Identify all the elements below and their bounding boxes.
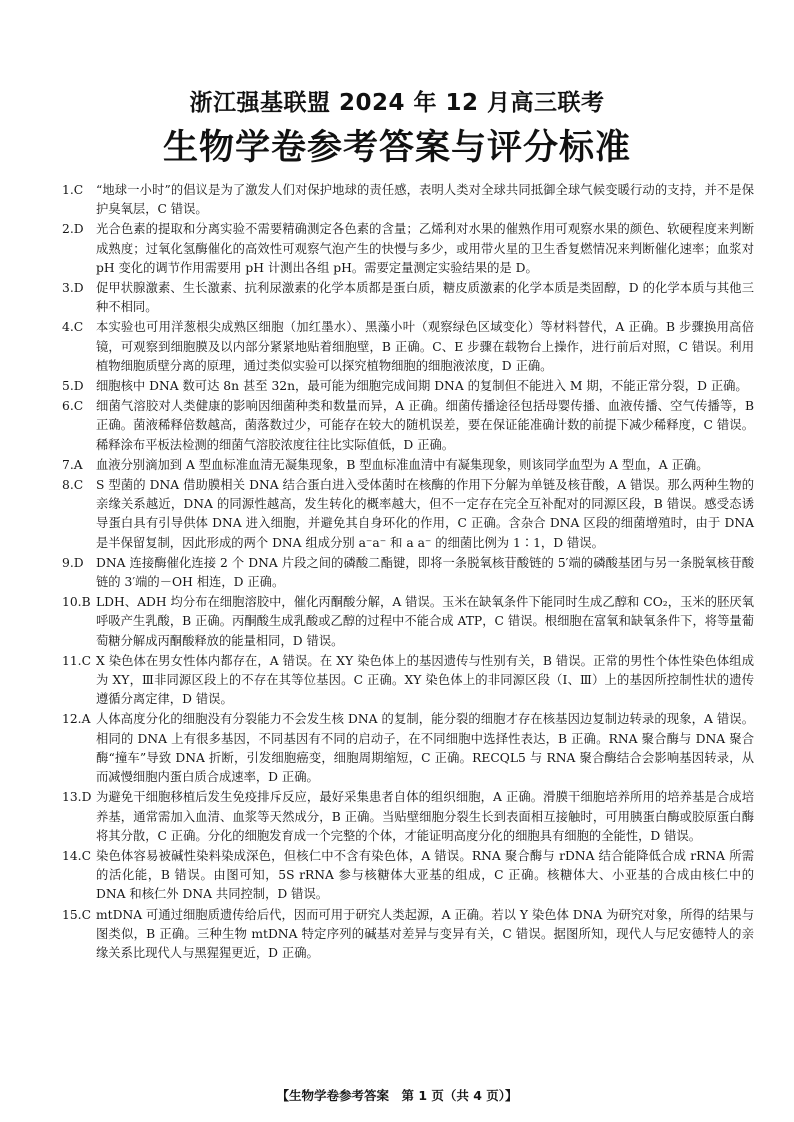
item-explanation: mtDNA 可通过细胞质遗传给后代，因而可用于研究人类起源，A 正确。若以 Y 染色体 DNA 为研究对象，所得的结果与图类似，B 正确。三种生物 mtDNA 特定序列的碱基对差异与变异有关，C 错误。据图所知，现代人与尼安德特人的亲缘关系比现代人与黑猩猩更近，D 正确。 — [96, 907, 754, 960]
answer-item-14 — [62, 847, 754, 905]
document-title: 生物学卷参考答案与评分标准 — [162, 127, 631, 168]
item-number: 9.D — [62, 555, 84, 570]
item-number: 2.D — [62, 222, 84, 237]
answer-item-6 — [62, 397, 754, 455]
item-explanation: X 染色体在男女性体内都存在，A 错误。在 XY 染色体上的基因遗传与性别有关，B 错误。正常的男性个体性染色体组成为 XY，Ⅲ非同源区段上的不存在其等位基因。C 正确。XY 染色体上的非同源区段（Ⅰ、Ⅲ）上的基因所控制性状的遗传遵循分离定律，D 错误。 — [96, 653, 754, 707]
item-number: 4.C — [62, 320, 84, 335]
answer-item-11 — [62, 652, 754, 710]
answer-item-1 — [62, 181, 754, 219]
exam-title: 浙江强基联盟 2024 年 12 月高三联考 — [189, 90, 605, 116]
answer-item-9 — [62, 554, 754, 592]
item-explanation: DNA 连接酶催化连接 2 个 DNA 片段之间的磷酸二酯键，即将一条脱氧核苷酸链的 5′端的磷酸基团与另一条脱氧核苷酸链的 3′端的－OH 相连，D 正确。 — [96, 555, 754, 590]
item-number: 10.B — [62, 595, 91, 610]
item-number: 1.C — [62, 183, 84, 197]
item-explanation: 血液分别滴加到 A 型血标准血清无凝集现象，B 型血标准血清中有凝集现象，则该同学血型为 A 型血，A 正确。 — [96, 457, 709, 472]
answer-item-7 — [62, 456, 754, 475]
item-explanation: 细菌气溶胶对人类健康的影响因细菌种类和数量而异，A 正确。细菌传播途径包括母婴传播、血液传播、空气传播等，B 正确。菌液稀释倍数越高，菌落数过少，可能存在较大的随机误差，要在保证能准确计数的前提下减少稀释度，C 错误。稀释涂布平板法检测的细菌气溶胶浓度往往比实际值低，D 正确。 — [96, 399, 754, 452]
item-number: 15.C — [62, 907, 91, 922]
answer-item-10 — [62, 593, 754, 651]
item-number: 11.C — [62, 653, 91, 668]
item-explanation: 人体高度分化的细胞没有分裂能力不会发生核 DNA 的复制，能分裂的细胞才存在核基因边复制边转录的现象，A 错误。相同的 DNA 上有很多基因，不同基因有不同的启动子，在不同细胞中选择性表达，B 正确。RNA 聚合酶与 DNA 聚合酶“撞车”导致 DNA 折断，引发细胞癌变，细胞周期缩短，C 正确。RECQL5 与 RNA 聚合酶结合会影响基因转录，从而减慢细胞内蛋白质合成速率，D 正确。 — [96, 712, 754, 785]
item-number: 14.C — [62, 848, 91, 863]
item-explanation: LDH、ADH 均分布在细胞溶胶中，催化丙酮酸分解，A 错误。玉米在缺氧条件下能同时生成乙醇和 CO₂，玉米的胚厌氧呼吸产生乳酸，B 正确。丙酮酸生成乳酸或乙醇的过程中不能合成 ATP，C 错误。根细胞在富氧和缺氧条件下，将等量葡萄糖分解成丙酮酸释放的能量相同，D 错误。 — [96, 595, 754, 648]
item-number: 3.D — [62, 281, 84, 296]
answer-list — [62, 181, 754, 964]
answer-item-2 — [62, 220, 754, 278]
item-number: 12.A — [62, 712, 91, 727]
item-explanation: 本实验也可用洋葱根尖成熟区细胞（加红墨水）、黑藻小叶（观察绿色区域变化）等材料替代，A 正确。B 步骤换用高倍镜，可观察到细胞膜及以内部分紧紧地贴着细胞壁，B 正确。C、E 步骤在载物台上操作，进行前后对照，C 错误。利用植物细胞质壁分离的原理，通过类似实验可以探究植物细胞的细胞液浓度，D 正确。 — [96, 320, 754, 373]
item-explanation: 促甲状腺激素、生长激素、抗利尿激素的化学本质都是蛋白质，糖皮质激素的化学本质是类固醇，D 的化学本质与其他三种不相同。 — [96, 281, 754, 315]
page-footer: 【生物学卷参考答案 第 1 页（共 4 页）】 — [276, 1088, 518, 1103]
item-explanation: “地球一小时”的倡议是为了激发人们对保护地球的责任感，表明人类对全球共同抵御全球气候变暖行动的支持，并不是保护臭氧层，C 错误。 — [96, 183, 754, 217]
item-explanation: 为避免干细胞移植后发生免疫排斥反应，最好采集患者自体的组织细胞，A 正确。滑膜干细胞培养所用的培养基是合成培养基，通常需加入血清、血浆等天然成分，B 正确。当贴壁细胞分裂生长到表面相互接触时，可用胰蛋白酶或胶原蛋白酶将其分散，C 正确。分化的细胞发育成一个完整的个体，才能证明高度分化的细胞具有细胞的全能性，D 错误。 — [96, 790, 754, 843]
answer-item-4 — [62, 318, 754, 376]
item-number: 6.C — [62, 399, 84, 414]
item-explanation: 染色体容易被碱性染料染成深色，但核仁中不含有染色体，A 错误。RNA 聚合酶与 rDNA 结合能降低合成 rRNA 所需的活化能，B 错误。由图可知，5S rRNA 参与核糖体大亚基的组成，C 正确。核糖体大、小亚基的合成由核仁中的 DNA 和核仁外 DNA 共同控制，D 错误。 — [96, 848, 754, 902]
answer-item-8 — [62, 476, 754, 553]
item-number: 5.D — [62, 379, 84, 394]
answer-item-3 — [62, 279, 754, 317]
item-number: 8.C — [62, 478, 84, 493]
item-explanation: S 型菌的 DNA 借助膜相关 DNA 结合蛋白进入受体菌时在核酶的作用下分解为单链及核苷酸，A 错误。那么两种生物的亲缘关系越近，DNA 的同源性越高，发生转化的概率越大，但不一定存在完全互补配对的同源区段，B 错误。感受态诱导蛋白具有引导供体 DNA 进入细胞，并避免其自身环化的作用，C 正确。含杂合 DNA 区段的细菌增殖时，由于 DNA 是半保留复制，因此形成的两个 DNA 组成分别 a⁻a⁻ 和 a a⁻ 的细菌比例为 1∶1，D 错误。 — [96, 478, 754, 550]
item-number: 7.A — [62, 457, 83, 472]
answer-item-15 — [62, 906, 754, 964]
answer-item-13 — [62, 788, 754, 846]
item-explanation: 光合色素的提取和分离实验不需要精确测定各色素的含量；乙烯利对水果的催熟作用可观察水果的颜色、软硬程度来判断成熟度；过氧化氢酶催化的高效性可观察气泡产生的快慢与多少，或用带火星的卫生香复燃情况来判断催化速率；血浆对 pH 变化的调节作用需要用 pH 计测出各组 pH。需要定量测定实验结果的是 D。 — [96, 222, 754, 275]
item-number: 13.D — [62, 790, 92, 805]
answer-item-12 — [62, 710, 754, 787]
answer-item-5 — [62, 377, 754, 396]
item-explanation: 细胞核中 DNA 数可达 8n 甚至 32n，最可能为细胞完成间期 DNA 的复制但不能进入 M 期，不能正常分裂，D 正确。 — [96, 379, 748, 394]
